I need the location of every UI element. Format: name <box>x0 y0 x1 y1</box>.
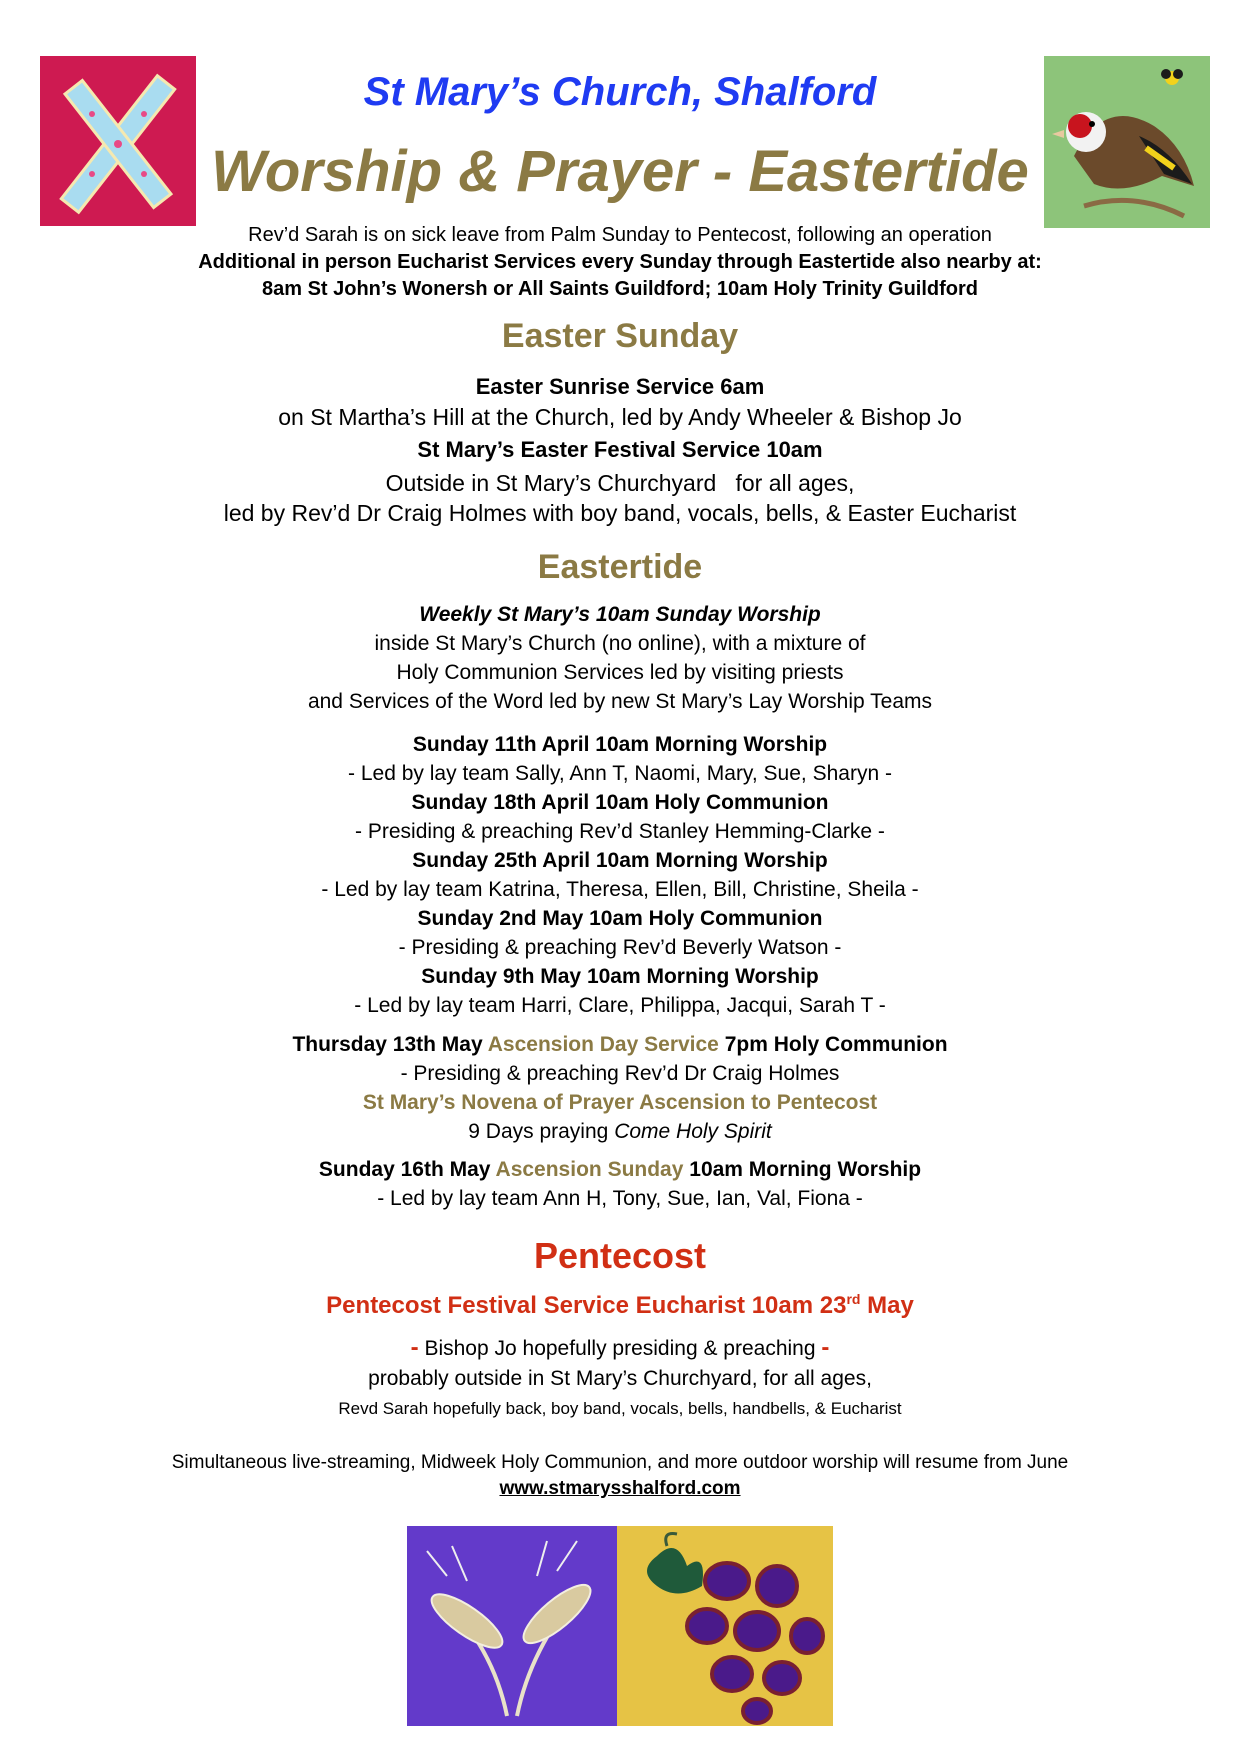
pentecost-details <box>130 1333 1110 1424</box>
date-suffix: rd <box>846 1291 861 1307</box>
weekly-worship-line-1: inside St Mary’s Church (no online), with a mixture of <box>374 632 866 655</box>
festival-service-title: St Mary’s Easter Festival Service 10am <box>417 437 823 462</box>
additional-services-notice: Additional in person Eucharist Services every Sunday through Eastertide also nearby at: <box>198 251 1042 273</box>
ascension-sunday-section <box>130 1155 1110 1213</box>
weekly-worship-section <box>130 600 1110 716</box>
weekly-worship-title: Weekly St Mary’s 10am Sunday Worship <box>419 603 821 626</box>
service-detail: - Led by lay team Harri, Clare, Philippa, Jacqui, Sarah T - <box>354 994 886 1017</box>
resume-note: Simultaneous live-streaming, Midweek Holy Communion, and more outdoor worship will resume from June <box>171 1452 1069 1473</box>
ascension-detail: - Presiding & preaching Rev’d Dr Craig Holmes <box>400 1062 840 1085</box>
service-title: Sunday 11th April 10am Morning Worship <box>412 733 828 756</box>
ascension-date: Thursday 13th May <box>292 1033 483 1056</box>
ascension-day-title <box>130 1030 1110 1059</box>
sunrise-service-title: Easter Sunrise Service 6am <box>475 374 765 399</box>
pentecost-month: May <box>867 1292 914 1319</box>
ascension-sunday-name: Ascension Sunday <box>495 1158 684 1181</box>
service-detail: - Presiding & preaching Rev’d Stanley Hemming-Clarke - <box>355 820 885 843</box>
service-detail: - Led by lay team Katrina, Theresa, Ellen, Bill, Christine, Sheila - <box>321 878 919 901</box>
ascension-sunday-time: 10am Morning Worship <box>689 1158 922 1181</box>
eastertide-heading: Eastertide <box>537 548 703 586</box>
outside-line: probably outside in St Mary’s Churchyard, for all ages, <box>368 1367 872 1390</box>
sunday-services-list <box>130 730 1110 1020</box>
service-title: Sunday 9th May 10am Morning Worship <box>421 965 819 988</box>
pentecost-heading: Pentecost <box>533 1235 707 1276</box>
intro-notice <box>130 222 1110 303</box>
bishop-text: Bishop Jo hopefully presiding & preaching <box>424 1337 816 1360</box>
ascension-service-name: Ascension Day Service <box>487 1033 719 1056</box>
novena-phrase: Come Holy Spirit <box>614 1120 772 1143</box>
dash: - <box>821 1334 830 1361</box>
footer <box>130 1450 1110 1502</box>
service-title: Sunday 18th April 10am Holy Communion <box>411 791 829 814</box>
ascension-sunday-title <box>130 1155 1110 1184</box>
dash: - <box>410 1334 419 1361</box>
novena-detail <box>130 1117 1110 1146</box>
service-detail: - Presiding & preaching Rev’d Beverly Watson - <box>398 936 842 959</box>
church-name: St Mary’s Church, Shalford <box>363 70 877 114</box>
weekly-worship-line-2: Holy Communion Services led by visiting priests <box>396 661 844 684</box>
ascension-sunday-detail: - Led by lay team Ann H, Tony, Sue, Ian, Val, Fiona - <box>377 1187 863 1210</box>
website-link[interactable]: www.stmarysshalford.com <box>499 1478 741 1499</box>
revd-sarah-line: Revd Sarah hopefully back, boy band, vocals, bells, handbells, & Eucharist <box>338 1399 902 1418</box>
novena-detail-text: 9 Days praying <box>468 1120 609 1143</box>
ascension-section <box>130 1030 1110 1146</box>
grapes-embroidery-image <box>617 1526 833 1726</box>
page-title: Worship & Prayer - Eastertide <box>211 139 1029 204</box>
easter-sunday-heading: Easter Sunday <box>501 317 739 355</box>
pentecost-service-text: Pentecost Festival Service Eucharist 10am 23 <box>326 1292 847 1319</box>
sunrise-service-desc: on St Martha’s Hill at the Church, led by Andy Wheeler & Bishop Jo <box>278 404 962 430</box>
festival-service-desc-2: led by Rev’d Dr Craig Holmes with boy band, vocals, bells, & Easter Eucharist <box>223 500 1017 526</box>
ascension-sunday-date: Sunday 16th May <box>318 1158 491 1181</box>
weekly-worship-line-3: and Services of the Word led by new St Mary’s Lay Worship Teams <box>307 690 933 713</box>
pentecost-service-title <box>130 1291 1110 1320</box>
bishop-line <box>130 1333 1110 1364</box>
service-title: Sunday 2nd May 10am Holy Communion <box>417 907 823 930</box>
nearby-services-notice: 8am St John’s Wonersh or All Saints Guildford; 10am Holy Trinity Guildford <box>261 278 978 300</box>
novena-title: St Mary’s Novena of Prayer Ascension to Pentecost <box>362 1091 878 1114</box>
easter-sunday-section <box>130 372 1110 528</box>
service-title: Sunday 25th April 10am Morning Worship <box>412 849 828 872</box>
sick-leave-notice: Rev’d Sarah is on sick leave from Palm Sunday to Pentecost, following an operation <box>248 224 992 246</box>
service-detail: - Led by lay team Sally, Ann T, Naomi, Mary, Sue, Sharyn - <box>348 762 892 785</box>
ascension-time: 7pm Holy Communion <box>724 1033 948 1056</box>
festival-service-desc-1: Outside in St Mary’s Churchyard for all ages, <box>385 470 855 496</box>
wheat-embroidery-image <box>407 1526 617 1726</box>
